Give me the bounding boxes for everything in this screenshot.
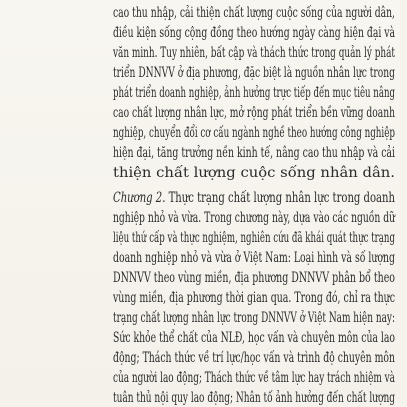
paragraph-1-line-9 (113, 144, 395, 162)
paragraph-1-line-1 (113, 0, 289, 2)
paragraph-1-line-10-text: thiện chất lượng cuộc sống nhân dân. (113, 165, 395, 181)
paragraph-2-line-5 (113, 269, 395, 287)
paragraph-2-line-4 (113, 249, 395, 267)
paragraph-1-line-7 (113, 104, 395, 122)
paragraph-1-line-6-text: phát triển doanh nghiệp, ảnh hưởng trực tiếp đến mục tiêu nâng (113, 85, 395, 101)
paragraph-1-line-4-text: văn minh. Tuy nhiên, bất cập và thách thức trong quản lý phát (113, 45, 395, 61)
paragraph-2-line-3 (113, 229, 395, 247)
paragraph-1-line-1-text (113, 0, 395, 1)
paragraph-1-line-7-text: cao chất lượng nhân lực, mở rộng phát triển bền vững doanh (113, 105, 395, 121)
paragraph-1-line-2-text: cao thu nhập, cải thiện chất lượng cuộc sống của người dân, (113, 5, 395, 21)
paragraph-2-line-2-text: nghiệp nhỏ và vừa. Trong chương này, dựa vào các nguồn dữ (113, 210, 395, 226)
paragraph-2-line-3-text: liệu thứ cấp và thực nghiệm, nghiên cứu đã khái quát thực trạng (113, 230, 395, 246)
paragraph-1-line-2 (113, 4, 395, 22)
paragraph-2-line-5-text: DNNVV theo vùng miền, địa phương DNNVV phân bổ theo (113, 270, 395, 286)
paragraph-1-line-3-text: điều kiện sống cộng đồng theo hướng ngày càng hiện đại và (113, 25, 395, 41)
paragraph-2-line-9 (113, 349, 395, 367)
paragraph-2-line-10 (113, 369, 395, 387)
paragraph-1-line-10 (113, 164, 407, 182)
paragraph-2-line-6-text: vùng miền, địa phương thời gian qua. Trong đó, chỉ ra thực (113, 290, 395, 306)
paragraph-2-line-2 (113, 209, 395, 227)
paragraph-2-line-7-text: trạng chất lượng nhân lực trong DNNVV ở Việt Nam hiện nay: (113, 310, 395, 326)
paragraph-1-line-6 (113, 84, 395, 102)
paragraph-2-line-1 (113, 189, 395, 207)
paragraph-1-line-3 (113, 24, 395, 42)
paragraph-1-line-5 (113, 64, 395, 82)
paragraph-2-line-4-text: doanh nghiệp nhỏ và vừa ở Việt Nam: Loại hình và số lượng (113, 250, 395, 266)
paragraph-2-line-8 (113, 329, 395, 347)
paragraph-1-line-8-text: nghiệp, chuyển đổi cơ cấu ngành nghề theo hướng công nghiệp (113, 125, 395, 141)
paragraph-2-line-8-text: Sức khỏe thể chất của NLĐ, học vấn và chuyên môn của lao (113, 330, 395, 346)
paragraph-2-line-6 (113, 289, 395, 307)
paragraph-1-line-9-text: hiện đại, tăng trưởng nền kinh tế, nâng cao thu nhập và cải (113, 145, 395, 161)
paragraph-1-line-4 (113, 44, 395, 62)
paragraph-1-line-5-text: triển DNNVV ở địa phương, đặc biệt là nguồn nhân lực trong (113, 65, 395, 81)
paragraph-2-line-9-text: động; Thách thức về trí lực/học vấn và trình độ chuyên môn (113, 350, 395, 366)
paragraph-2-line-10-text: của người lao động; Thách thức về tâm lực hay trách nhiệm và (113, 370, 395, 386)
paragraph-2-line-11 (113, 389, 395, 407)
chapter-label: Chương 2. (113, 190, 166, 206)
paragraph-2-line-11-text: tuân thủ nội quy lao động; Nhân tố ảnh hưởng đến chất lượng (113, 390, 395, 406)
paragraph-2-line-7 (113, 309, 395, 327)
chapter-title-start: Thực trạng chất lượng nhân lực trong doanh (165, 190, 395, 206)
paragraph-1-line-8 (113, 124, 395, 142)
